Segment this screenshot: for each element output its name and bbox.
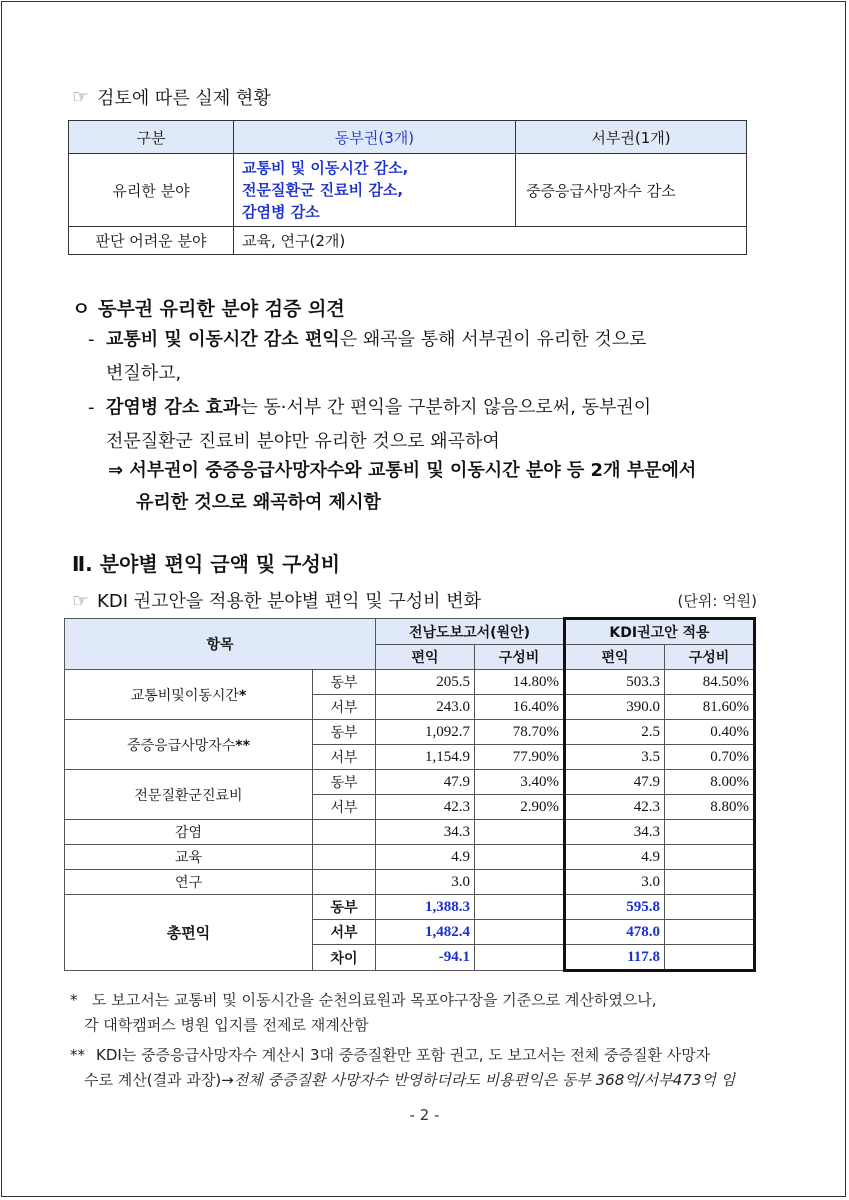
bullet2-bold: 감염병 감소 효과 xyxy=(106,397,241,418)
kdi-benefit: 503.3 xyxy=(565,670,665,695)
east-item: 전문질환군 진료비 감소, xyxy=(242,181,404,199)
region-cell: 동부 xyxy=(313,770,376,795)
kdi-benefit: 47.9 xyxy=(565,770,665,795)
review-row-uncertain xyxy=(69,227,747,255)
category-cell xyxy=(65,670,313,720)
pointing-hand-icon: ☞ xyxy=(72,590,90,612)
kdi-ratio-empty xyxy=(665,920,755,945)
kdi-ratio-empty xyxy=(665,820,755,845)
bullet1-cont: 변질하고, xyxy=(106,363,182,384)
bullet2-cont: 전문질환군 진료비 분야만 유리한 것으로 왜곡하여 xyxy=(106,431,500,452)
kdi-benefit: 390.0 xyxy=(565,695,665,720)
footnote-1 xyxy=(70,988,757,1038)
kdi-benefit: 34.3 xyxy=(565,820,665,845)
footnote-mark: * xyxy=(70,991,78,1009)
footnote-mark: ** xyxy=(235,737,250,754)
footnote-mark: ** xyxy=(70,1046,85,1064)
west-favorable: 중증응급사망자수 감소 xyxy=(516,154,747,227)
footnote-text: KDI는 중증응급사망자수 계산시 3대 중증질환만 포함 권고, 도 보고서는 전체 중증질환 사망자 xyxy=(96,1046,711,1064)
review-table xyxy=(68,120,747,255)
section2-title: Ⅱ. 분야별 편익 금액 및 구성비 xyxy=(72,552,341,576)
east-item: 교통비 및 이동시간 감소, xyxy=(242,159,409,177)
region-cell: 서부 xyxy=(313,920,376,945)
original-benefit: 3.0 xyxy=(376,870,475,895)
header-item: 항목 xyxy=(65,619,376,670)
original-benefit: 205.5 xyxy=(376,670,475,695)
header-ratio: 구성비 xyxy=(475,645,565,670)
row-label-favorable: 유리한 분야 xyxy=(69,154,234,227)
region-cell: 서부 xyxy=(313,695,376,720)
table-row xyxy=(65,870,755,895)
region-cell-empty xyxy=(313,820,376,845)
kdi-benefit: 42.3 xyxy=(565,795,665,820)
table-subtitle: KDI 권고안을 적용한 분야별 편익 및 구성비 변화 xyxy=(97,591,482,612)
category-cell xyxy=(65,770,313,820)
original-ratio-empty xyxy=(475,820,565,845)
original-ratio-empty xyxy=(475,895,565,920)
page-number: - 2 - xyxy=(409,1106,440,1124)
original-ratio: 78.70% xyxy=(475,720,565,745)
bullet1-bold: 교통비 및 이동시간 감소 편익 xyxy=(106,329,340,350)
original-benefit: 1,092.7 xyxy=(376,720,475,745)
header-ratio: 구성비 xyxy=(665,645,755,670)
table-row xyxy=(65,720,755,745)
original-ratio: 77.90% xyxy=(475,745,565,770)
bullet-infection xyxy=(88,391,757,459)
original-benefit: 34.3 xyxy=(376,820,475,845)
footnote-mark: * xyxy=(238,687,247,704)
kdi-ratio: 0.70% xyxy=(665,745,755,770)
region-cell-empty xyxy=(313,845,376,870)
bullet2-text: 는 동·서부 간 편익을 구분하지 않음으로써, 동부권이 xyxy=(240,397,652,418)
table-header-row xyxy=(65,619,755,645)
region-cell: 서부 xyxy=(313,745,376,770)
total-row xyxy=(65,895,755,920)
kdi-ratio-empty xyxy=(665,895,755,920)
category-name: 중증응급사망자수 xyxy=(127,737,236,754)
region-cell: 동부 xyxy=(313,670,376,695)
review-header-row xyxy=(69,121,747,154)
uncertain-value: 교육, 연구(2개) xyxy=(234,227,747,255)
conclusion-line1: 서부권이 중증응급사망자수와 교통비 및 이동시간 분야 등 2개 부문에서 xyxy=(129,460,697,481)
dash-marker: - xyxy=(88,329,95,350)
footnote-text: 도 보고서는 교통비 및 이동시간을 순천의료원과 목포야구장을 기준으로 계산하였으나, xyxy=(92,991,657,1009)
review-subheading xyxy=(72,84,271,110)
original-ratio-empty xyxy=(475,920,565,945)
category-cell xyxy=(65,720,313,770)
table-subheading xyxy=(72,587,757,613)
original-benefit: 1,154.9 xyxy=(376,745,475,770)
header-category: 구분 xyxy=(69,121,234,154)
original-total: 1,388.3 xyxy=(376,895,475,920)
pointing-hand-icon: ☞ xyxy=(72,86,90,108)
original-ratio: 16.40% xyxy=(475,695,565,720)
review-row-favorable xyxy=(69,154,747,227)
kdi-ratio: 0.40% xyxy=(665,720,755,745)
kdi-ratio: 8.80% xyxy=(665,795,755,820)
original-benefit: 47.9 xyxy=(376,770,475,795)
total-label: 총편익 xyxy=(65,895,313,971)
kdi-total: 478.0 xyxy=(565,920,665,945)
review-title: 검토에 따른 실제 현황 xyxy=(97,88,271,109)
original-ratio: 2.90% xyxy=(475,795,565,820)
kdi-ratio: 81.60% xyxy=(665,695,755,720)
row-label-uncertain: 판단 어려운 분야 xyxy=(69,227,234,255)
footnote-2 xyxy=(70,1043,757,1093)
original-ratio-empty xyxy=(475,945,565,971)
header-original: 전남도보고서(원안) xyxy=(376,619,565,645)
kdi-ratio-empty xyxy=(665,945,755,971)
circle-bullet-icon: ㅇ xyxy=(72,298,91,320)
east-favorable-list xyxy=(234,154,516,227)
east-item: 감염병 감소 xyxy=(242,203,320,221)
category-name: 감염 xyxy=(65,820,313,845)
kdi-total: 595.8 xyxy=(565,895,665,920)
footnote-text: 각 대학캠퍼스 병원 입지를 전제로 재계산함 xyxy=(84,1016,369,1034)
original-ratio-empty xyxy=(475,845,565,870)
category-name: 전문질환군진료비 xyxy=(134,787,243,804)
region-cell-empty xyxy=(313,870,376,895)
header-kdi: KDI권고안 적용 xyxy=(565,619,755,645)
original-ratio-empty xyxy=(475,870,565,895)
category-name: 연구 xyxy=(65,870,313,895)
table-row xyxy=(65,670,755,695)
original-total: 1,482.4 xyxy=(376,920,475,945)
kdi-ratio-empty xyxy=(665,870,755,895)
header-benefit: 편익 xyxy=(376,645,475,670)
original-diff: -94.1 xyxy=(376,945,475,971)
bullet1-text: 은 왜곡을 통해 서부권이 유리한 것으로 xyxy=(339,329,647,350)
footnote-text: 수로 계산(결과 과장) xyxy=(84,1071,222,1089)
unit-label: (단위: 억원) xyxy=(677,591,757,610)
section1-title: 동부권 유리한 분야 검증 의견 xyxy=(98,298,345,320)
region-cell: 차이 xyxy=(313,945,376,971)
kdi-ratio-empty xyxy=(665,845,755,870)
dash-marker: - xyxy=(88,397,95,418)
kdi-benefit: 4.9 xyxy=(565,845,665,870)
original-ratio: 3.40% xyxy=(475,770,565,795)
original-benefit: 243.0 xyxy=(376,695,475,720)
kdi-ratio: 8.00% xyxy=(665,770,755,795)
category-name: 교통비및이동시간 xyxy=(130,687,239,704)
arrow-icon: ⇒ xyxy=(108,460,124,481)
table-row xyxy=(65,820,755,845)
kdi-benefit: 3.0 xyxy=(565,870,665,895)
conclusion-line2: 유리한 것으로 왜곡하여 제시함 xyxy=(136,492,381,513)
conclusion xyxy=(108,455,757,519)
header-benefit: 편익 xyxy=(565,645,665,670)
region-cell: 서부 xyxy=(313,795,376,820)
region-cell: 동부 xyxy=(313,895,376,920)
kdi-ratio: 84.50% xyxy=(665,670,755,695)
table-row xyxy=(65,770,755,795)
original-benefit: 42.3 xyxy=(376,795,475,820)
header-east: 동부권(3개) xyxy=(234,121,516,154)
footnote-cont xyxy=(70,1068,757,1093)
section1-heading xyxy=(72,294,345,321)
kdi-diff: 117.8 xyxy=(565,945,665,971)
original-ratio: 14.80% xyxy=(475,670,565,695)
bullet-transport xyxy=(88,323,757,391)
category-name: 교육 xyxy=(65,845,313,870)
benefit-table xyxy=(64,617,756,972)
handwritten-note: →전체 중증질환 사망자수 반영하더라도 비용편익은 동부 368억/서부473억 임 xyxy=(221,1071,736,1089)
kdi-benefit: 2.5 xyxy=(565,720,665,745)
original-benefit: 4.9 xyxy=(376,845,475,870)
region-cell: 동부 xyxy=(313,720,376,745)
table-row xyxy=(65,845,755,870)
header-west: 서부권(1개) xyxy=(516,121,747,154)
kdi-benefit: 3.5 xyxy=(565,745,665,770)
